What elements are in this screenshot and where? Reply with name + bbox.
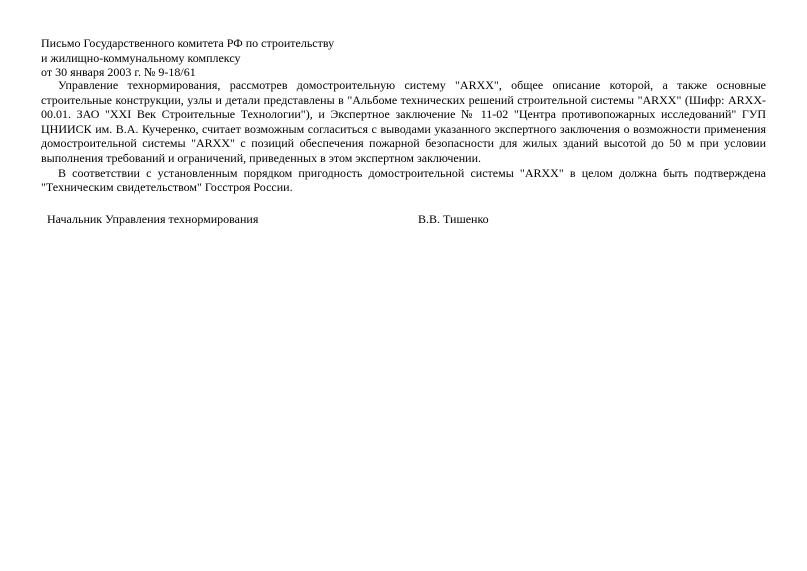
header-line-2: и жилищно-коммунальному комплексу <box>41 50 241 65</box>
signatory-position: Начальник Управления технормирования <box>47 212 259 226</box>
letter-header <box>41 36 461 80</box>
body-paragraph-2: В соответствии с установленным порядком пригодность домостроительной системы "ARXX" в целом должна быть подтверждена "Техническим свидетельством" Госстроя России. <box>41 165 766 195</box>
header-line-3: от 30 января 2003 г. № 9-18/61 <box>41 65 196 79</box>
body-paragraph-1: Управление технормирования, рассмотрев домостроительную систему "ARXX", общее описание которой, а также основные строительные конструкции, узлы и детали представлены в "Альбоме технических решений строительной системы "ARXX" (Шифр: ARXX-00.01. ЗАО "XXI Век Строительные Технологии"), и Экспертное заключение № 11-02 "Центра противопожарных исследований" ГУП ЦНИИСК им. В.А. Кучеренко, считает возможным согласиться с выводами указанного экспертного заключения о возможности применения домостроительной системы "ARXX" с позиций обеспечения пожарной безопасности для жилых зданий высотой до 50 м при условии выполнения требований и ограничений, приведенных в этом экспертном заключении. <box>41 78 766 165</box>
signature-block <box>47 212 767 227</box>
signatory-name: В.В. Тишенко <box>418 212 489 226</box>
letter-body <box>41 78 766 195</box>
header-line-1: Письмо Государственного комитета РФ по строительству <box>41 36 335 50</box>
